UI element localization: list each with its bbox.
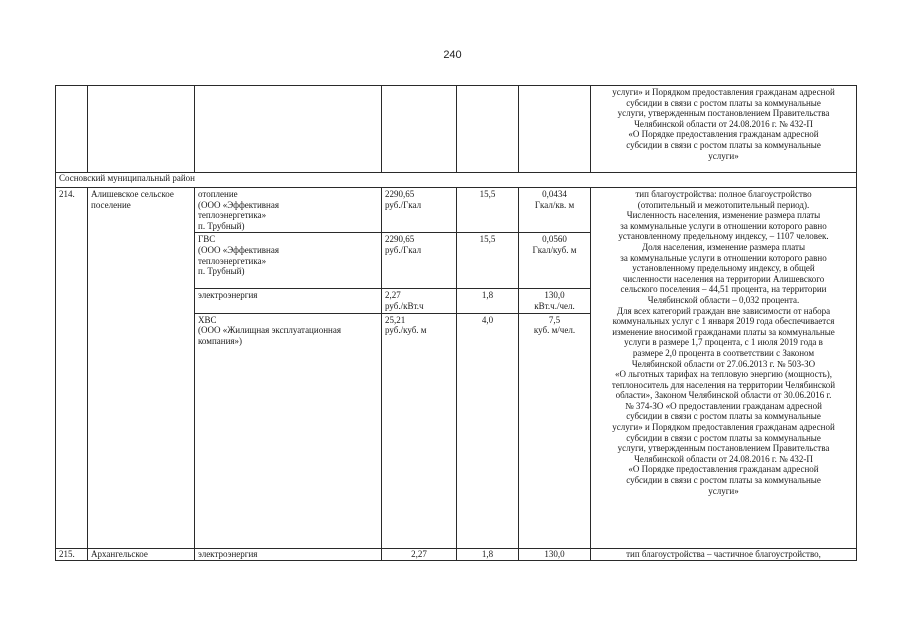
growth-cell: 1,8 (457, 548, 519, 561)
norm-cell (519, 233, 591, 289)
norm-line: 7,5 (548, 314, 561, 325)
service-cell (195, 233, 382, 289)
note-line: Челябинской области от 27.06.2013 г. № 503-ЗО (631, 358, 816, 369)
norm-line: кВт.ч./чел. (534, 300, 575, 311)
note-cell: тип благоустройства – частичное благоустройство, (591, 548, 857, 561)
settlement-line: поселение (91, 199, 131, 210)
norm-line: Гкал/кв. м (534, 199, 575, 210)
service-line: п. Трубный) (198, 220, 245, 231)
region-title: Сосновский муниципальный район (56, 173, 857, 188)
empty-cell (88, 86, 195, 173)
tariff-cell (382, 233, 457, 289)
service-line: теплоэнергетика» (198, 255, 267, 266)
row-number: 214. (56, 188, 88, 549)
note-line: услуги» и Порядком предоставления гражданам адресной (612, 87, 835, 97)
note-line: тип благоустройства: полное благоустройство (635, 189, 812, 199)
service-line: ХВС (198, 314, 217, 325)
service-line: (ООО «Эффективная (198, 199, 279, 210)
note-line: услуги, утвержденным постановлением Правительства (617, 443, 830, 454)
norm-cell (519, 313, 591, 548)
note-line: «О льготных тарифах на тепловую энергию (мощность), (615, 369, 832, 380)
note-line: Челябинской области – 0,032 процента. (647, 294, 800, 305)
note-line: Челябинской области от 24.08.2016 г. № 432-П (634, 118, 813, 129)
table-row (56, 548, 857, 561)
service-line: ГВС (198, 234, 216, 245)
note-line: Численность населения, изменение размера платы (626, 210, 821, 221)
note-line: (отопительный и межотопительный период). (637, 199, 810, 210)
service-cell (195, 289, 382, 313)
tariff-line: руб./Гкал (385, 199, 422, 210)
service-line: (ООО «Жилищная эксплуатационная (198, 325, 341, 336)
norm-line: куб. м/чел. (533, 325, 576, 336)
note-line: сельского поселения – 44,51 процента, на территории (620, 284, 827, 295)
note-line: услуги» (708, 150, 739, 161)
row-number: 215. (56, 548, 88, 561)
norm-line: 0,0434 (542, 189, 567, 199)
tariff-line: 2290,65 (385, 234, 415, 245)
note-line: Доля населения, изменение размера платы (641, 241, 806, 252)
norm-line: Гкал/куб. м (532, 244, 577, 255)
note-line: теплоноситель для населения на территории Челябинской (611, 379, 836, 390)
tariff-cell: 2,27 (382, 548, 457, 561)
tariff-cell (382, 289, 457, 313)
settlement-cell (88, 188, 195, 549)
table-row (56, 188, 857, 233)
note-line: услуги» и Порядком предоставления гражданам адресной (612, 422, 835, 433)
tariff-cell (382, 313, 457, 548)
note-line: установленному предельному индексу, – 1107 человек. (618, 231, 829, 242)
service-line: теплоэнергетика» (198, 210, 267, 221)
note-line: за коммунальные услуги в отношении которого равно (620, 252, 827, 263)
service-line: отопление (198, 189, 238, 199)
page-number: 240 (443, 49, 462, 61)
service-line: компания») (198, 335, 243, 346)
service-cell (195, 313, 382, 548)
region-row (56, 173, 857, 188)
norm-line: 0,0560 (542, 234, 567, 245)
tariff-line: руб./кВт.ч (385, 300, 424, 311)
note-line: субсидии в связи с ростом платы за коммунальные (626, 432, 821, 443)
note-line: Челябинской области от 24.08.2016 г. № 432-П (634, 453, 813, 464)
norm-line: 130,0 (544, 290, 565, 301)
note-line: «О Порядке предоставления гражданам адресной (628, 129, 819, 140)
empty-cell (56, 86, 88, 173)
note-line: субсидии в связи с ростом платы за коммунальные (626, 411, 821, 422)
tariff-line: 2,27 (385, 290, 401, 301)
tariff-table (55, 85, 857, 561)
growth-cell: 15,5 (457, 188, 519, 233)
tariff-line: руб./куб. м (385, 325, 427, 336)
note-line: области», Законом Челябинской области от 30.06.2016 г. (615, 390, 832, 401)
top-note-cell (591, 86, 857, 173)
note-line: изменение вносимой гражданами платы за коммунальные (612, 326, 835, 337)
tariff-line: 25,21 (385, 314, 406, 325)
note-line: численности населения на территории Алишевского (622, 273, 825, 284)
service-line: п. Трубный) (198, 266, 245, 277)
norm-cell (519, 289, 591, 313)
empty-cell (195, 86, 382, 173)
note-line: № 374-ЗО «О предоставлении гражданам адресной (625, 400, 822, 411)
growth-cell: 1,8 (457, 289, 519, 313)
service-line: (ООО «Эффективная (198, 244, 279, 255)
note-line: субсидии в связи с ростом платы за коммунальные (626, 475, 821, 486)
tariff-line: руб./Гкал (385, 244, 422, 255)
note-line: субсидии в связи с ростом платы за коммунальные (626, 139, 821, 150)
note-line: услуги в размере 1,7 процента, с 1 июля 2019 года в (624, 337, 823, 348)
note-line: субсидии в связи с ростом платы за коммунальные (626, 97, 821, 108)
settlement-line: Алишевское сельское (91, 189, 174, 199)
settlement-cell: Архангельское (88, 548, 195, 561)
service-cell (195, 188, 382, 233)
note-line: коммунальных услуг с 1 января 2019 года обеспечивается (612, 316, 835, 327)
service-cell: электроэнергия (195, 548, 382, 561)
note-line: «О Порядке предоставления гражданам адресной (628, 464, 819, 475)
empty-cell (457, 86, 519, 173)
note-line: Для всех категорий граждан вне зависимости от набора (616, 305, 831, 316)
growth-cell: 4,0 (457, 313, 519, 548)
growth-cell: 15,5 (457, 233, 519, 289)
note-line: услуги, утвержденным постановлением Правительства (617, 108, 830, 119)
note-line: размере 2,0 процента в соответствии с Законом (632, 347, 815, 358)
note-line: установленному предельному индексу, в общей (632, 263, 815, 274)
empty-cell (382, 86, 457, 173)
continued-row (56, 86, 857, 173)
tariff-cell (382, 188, 457, 233)
note-line: услуги» (708, 485, 739, 496)
norm-cell: 130,0 (519, 548, 591, 561)
note-cell (591, 188, 857, 549)
norm-cell (519, 188, 591, 233)
service-line: электроэнергия (198, 290, 258, 301)
empty-cell (519, 86, 591, 173)
note-line: за коммунальные услуги в отношении которого равно (620, 220, 827, 231)
tariff-line: 2290,65 (385, 189, 415, 199)
